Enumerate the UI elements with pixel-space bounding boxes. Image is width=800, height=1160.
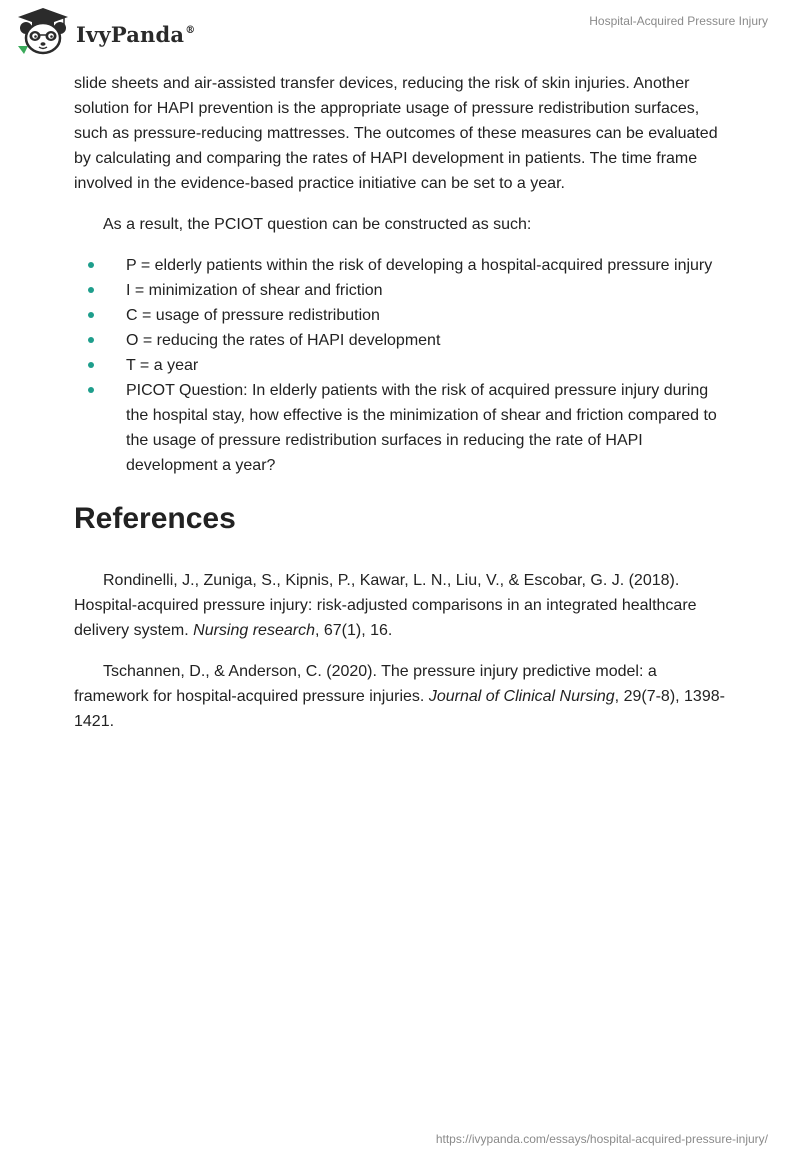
list-item	[74, 303, 734, 328]
list-item-text: T = a year	[126, 357, 199, 374]
reference-entry	[74, 568, 734, 643]
reference-entry	[74, 659, 734, 734]
bullet-icon	[88, 287, 94, 293]
panda-graduate-logo-icon	[14, 6, 72, 61]
source-url-link[interactable]: https://ivypanda.com/essays/hospital-acquired-pressure-injury/	[435, 1132, 768, 1146]
list-item-text: C = usage of pressure redistribution	[126, 307, 380, 324]
list-item	[74, 278, 734, 303]
document-title: Hospital-Acquired Pressure Injury	[589, 14, 768, 28]
bullet-icon	[88, 337, 94, 343]
list-item-text: I = minimization of shear and friction	[126, 282, 383, 299]
document-body	[74, 71, 734, 734]
reference-details: , 29(7-8), 1398-1421.	[74, 688, 725, 730]
bullet-icon	[88, 262, 94, 268]
list-item	[74, 328, 734, 353]
body-paragraph: slide sheets and air-assisted transfer devices, reducing the risk of skin injuries. Another solution for HAPI prevention is the appropriate usage of pressure redistribution surfaces, such as pressure-reducing mattresses. The outcomes of these measures can be evaluated by calculating and comparing the rates of HAPI development in patients. The time frame involved in the evidence-based practice initiative can be set to a year.	[74, 75, 718, 192]
page-header	[0, 0, 800, 70]
brand-logo[interactable]	[14, 8, 214, 58]
bullet-icon	[88, 362, 94, 368]
reference-text: Rondinelli, J., Zuniga, S., Kipnis, P., Kawar, L. N., Liu, V., & Escobar, G. J. (2018). Hospital-acquired pressure injury: risk-adjusted comparisons in an integrated healthcare delivery system.	[74, 572, 697, 639]
list-item-text: PICOT Question: In elderly patients with the risk of acquired pressure injury during the hospital stay, how effective is the minimization of shear and friction compared to the usage of pressure redistribution surfaces in reducing the rate of HAPI development a year?	[126, 382, 717, 474]
reference-text: Tschannen, D., & Anderson, C. (2020). The pressure injury predictive model: a framework for hospital-acquired pressure injuries.	[74, 663, 657, 705]
reference-journal: Journal of Clinical Nursing	[428, 688, 615, 705]
brand-name-text: IvyPanda	[76, 21, 185, 47]
list-item	[74, 353, 734, 378]
list-item-text: O = reducing the rates of HAPI development	[126, 332, 441, 349]
picot-list	[74, 253, 734, 478]
brand-name	[76, 22, 195, 47]
references-heading: References	[74, 502, 236, 535]
reference-journal: Nursing research	[193, 622, 315, 639]
bullet-icon	[88, 387, 94, 393]
bullet-icon	[88, 312, 94, 318]
list-item	[74, 253, 734, 278]
registered-mark: ®	[185, 24, 196, 36]
list-item	[74, 378, 734, 478]
reference-details: , 67(1), 16.	[314, 622, 393, 639]
list-item-text: P = elderly patients within the risk of developing a hospital-acquired pressure injury	[126, 257, 713, 274]
body-paragraph-picot-intro: As a result, the PCIOT question can be constructed as such:	[103, 216, 532, 233]
